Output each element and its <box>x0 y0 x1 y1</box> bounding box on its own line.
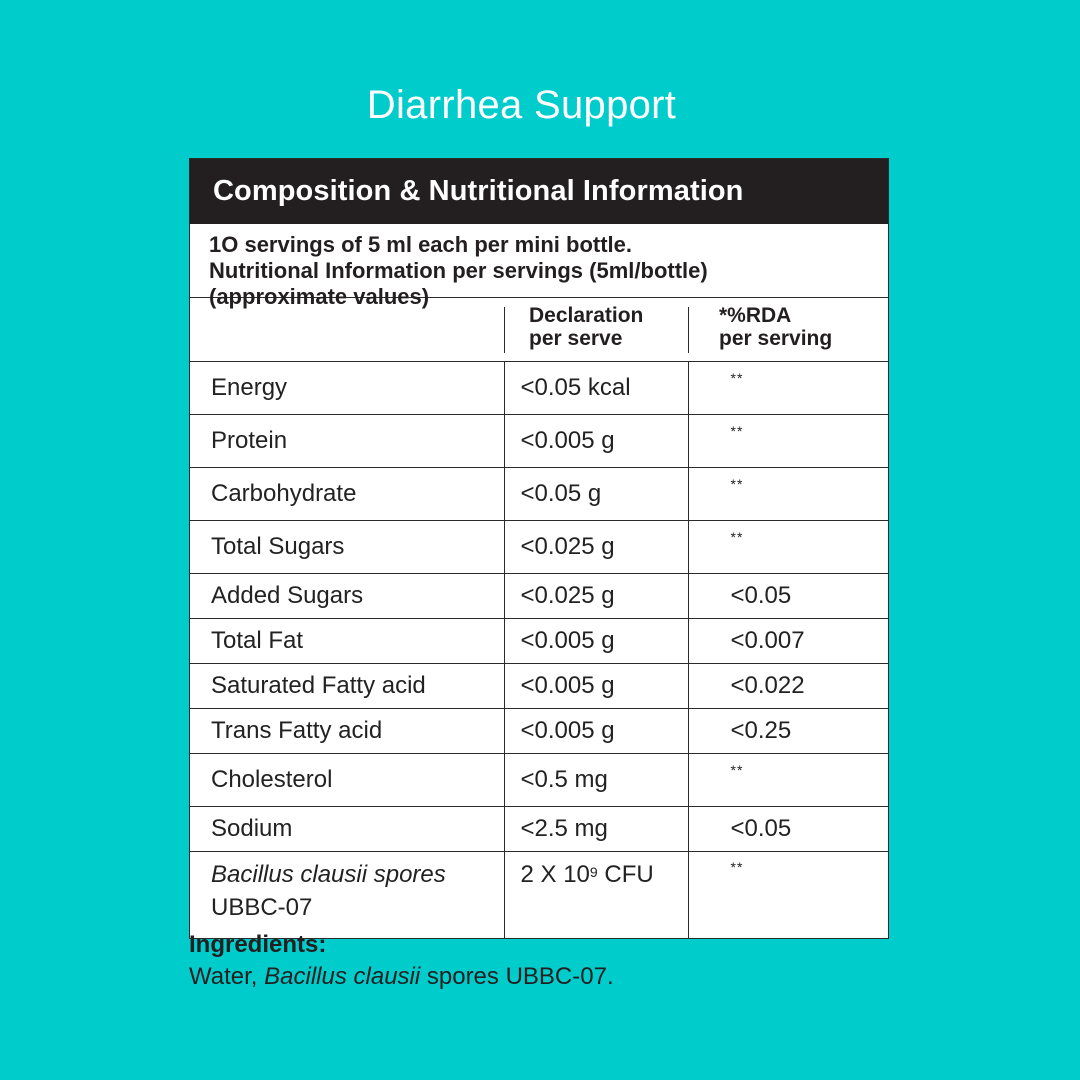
declaration-value: <0.005 g <box>504 619 688 664</box>
declaration-value: <0.005 g <box>504 664 688 709</box>
table-row <box>190 415 888 468</box>
declaration-base: 2 X 10 <box>520 861 590 888</box>
header-declaration <box>504 298 688 362</box>
table-row <box>190 754 888 807</box>
rda-value: <0.05 <box>688 807 888 852</box>
rda-value: <0.007 <box>688 619 888 664</box>
table-row <box>190 664 888 709</box>
rda-value: <0.05 <box>688 574 888 619</box>
declaration-value: <0.025 g <box>504 574 688 619</box>
header-declaration-line2: per serve <box>529 327 623 350</box>
nutrient-name: Total Fat <box>190 619 504 664</box>
header-rda-line1: *%RDA <box>719 304 792 327</box>
nutrient-name: Trans Fatty acid <box>190 709 504 754</box>
table-row <box>190 709 888 754</box>
declaration-value: <0.05 kcal <box>504 362 688 415</box>
rda-value: ** <box>688 521 888 574</box>
declaration-value: <0.025 g <box>504 521 688 574</box>
ingredients-text-before: Water, <box>189 963 265 990</box>
declaration-value: <0.05 g <box>504 468 688 521</box>
declaration-value: <0.5 mg <box>504 754 688 807</box>
table-row <box>190 807 888 852</box>
serving-intro <box>190 224 888 309</box>
ingredients-text-italic: Bacillus clausii <box>264 963 421 990</box>
table-row <box>190 362 888 415</box>
nutrient-name: Saturated Fatty acid <box>190 664 504 709</box>
panel-header: Composition & Nutritional Information <box>190 159 888 224</box>
declaration-unit: CFU <box>597 861 654 888</box>
declaration-value <box>504 852 688 939</box>
table-row <box>190 468 888 521</box>
table-row-bacillus <box>190 852 888 939</box>
table-row <box>190 574 888 619</box>
nutrient-name: Cholesterol <box>190 754 504 807</box>
declaration-exponent: 9 <box>589 864 598 880</box>
header-declaration-line1: Declaration <box>529 304 644 327</box>
rda-value: ** <box>688 415 888 468</box>
nutrient-name: Carbohydrate <box>190 468 504 521</box>
declaration-value: <2.5 mg <box>504 807 688 852</box>
nutrient-name: Protein <box>190 415 504 468</box>
declaration-value: <0.005 g <box>504 415 688 468</box>
rda-value: ** <box>688 754 888 807</box>
rda-value: <0.25 <box>688 709 888 754</box>
intro-line-3: (approximate values) <box>209 284 430 309</box>
rda-value: ** <box>688 468 888 521</box>
nutrient-name: Sodium <box>190 807 504 852</box>
nutrient-name-italic: Bacillus clausii spores <box>211 861 446 888</box>
nutrition-panel <box>189 158 889 939</box>
nutrient-name: Total Sugars <box>190 521 504 574</box>
header-rda <box>688 298 888 362</box>
rda-value: ** <box>730 859 744 875</box>
intro-line-2: Nutritional Information per servings (5ml/bottle) <box>209 258 708 283</box>
ingredients-text-after: spores UBBC-07. <box>420 963 614 990</box>
ingredients-section <box>189 929 949 993</box>
nutrient-name: Added Sugars <box>190 574 504 619</box>
declaration-value: <0.005 g <box>504 709 688 754</box>
rda-value: <0.022 <box>688 664 888 709</box>
nutrient-name <box>190 852 504 939</box>
nutrition-table <box>190 298 888 938</box>
ingredients-text <box>189 961 949 993</box>
nutrient-name: Energy <box>190 362 504 415</box>
ingredients-label: Ingredients: <box>189 931 327 958</box>
rda-value: ** <box>688 362 888 415</box>
table-row <box>190 619 888 664</box>
table-row <box>190 521 888 574</box>
nutrient-name-line2: UBBC-07 <box>211 894 313 921</box>
header-rda-line2: per serving <box>719 327 833 350</box>
intro-line-1: 1O servings of 5 ml each per mini bottle. <box>209 232 633 257</box>
page-title: Diarrhea Support <box>366 83 677 127</box>
